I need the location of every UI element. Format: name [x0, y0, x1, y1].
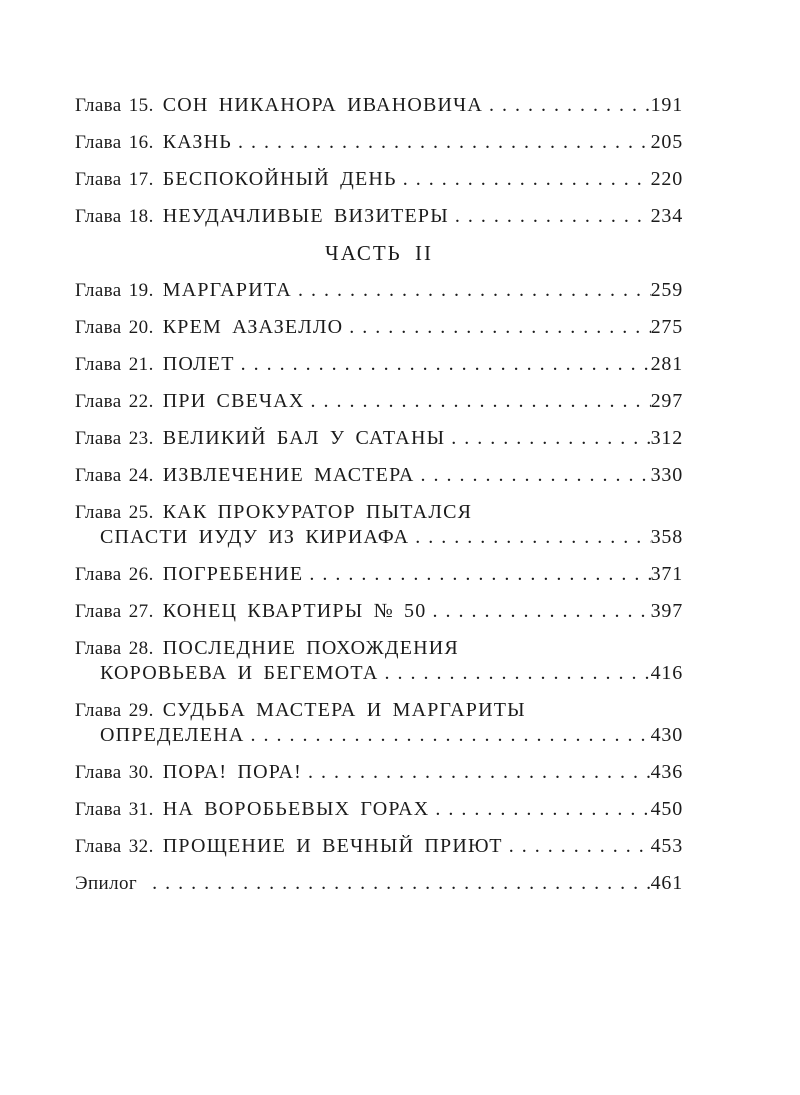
toc-entry [75, 873, 683, 894]
chapter-title: НА ВОРОБЬЕВЫХ ГОРАХ [162, 798, 430, 820]
chapter-title: ПОГРЕБЕНИЕ [162, 563, 304, 585]
book-page [0, 95, 800, 1095]
page-number: 297 [650, 390, 683, 412]
toc-entry-line [75, 564, 683, 585]
table-of-contents [75, 95, 683, 894]
page-number: 330 [650, 464, 683, 486]
chapter-title: БЕСПОКОЙНЫЙ ДЕНЬ [162, 168, 397, 190]
chapter-title: ПРОЩЕНИЕ И ВЕЧНЫЙ ПРИЮТ [162, 835, 503, 857]
dot-leader [245, 725, 651, 746]
toc-entry-line [75, 428, 683, 449]
toc-entry-line [75, 391, 683, 412]
dot-leader [429, 799, 650, 820]
dot-leader [409, 527, 650, 548]
chapter-title: СОН НИКАНОРА ИВАНОВИЧА [162, 94, 484, 116]
chapter-title: НЕУДАЧЛИВЫЕ ВИЗИТЕРЫ [162, 205, 449, 227]
page-number: 281 [650, 353, 683, 375]
chapter-label: Глава 27. [75, 601, 154, 622]
chapter-label: Глава 25. [75, 502, 154, 523]
dot-leader [343, 317, 650, 338]
toc-entry [75, 95, 683, 116]
page-number: 450 [650, 798, 683, 820]
chapter-title: ВЕЛИКИЙ БАЛ У САТАНЫ [162, 427, 446, 449]
dot-leader [426, 601, 650, 622]
page-number: 371 [650, 563, 683, 585]
toc-entry-line [75, 169, 683, 190]
chapter-label: Глава 31. [75, 799, 154, 820]
page-number: 312 [650, 427, 683, 449]
chapter-title: ПОСЛЕДНИЕ ПОХОЖДЕНИЯ [162, 637, 459, 659]
chapter-label: Глава 22. [75, 391, 154, 412]
page-number: 259 [650, 279, 683, 301]
dot-leader [305, 391, 651, 412]
dot-leader [415, 465, 651, 486]
page-number: 397 [650, 600, 683, 622]
chapter-label: Глава 21. [75, 354, 154, 375]
chapter-label: Глава 18. [75, 206, 154, 227]
chapter-title: КАК ПРОКУРАТОР ПЫТАЛСЯ [162, 501, 473, 523]
toc-entry-line [75, 601, 683, 622]
page-number: 275 [650, 316, 683, 338]
chapter-title: ОПРЕДЕЛЕНА [100, 724, 245, 746]
dot-leader [445, 428, 650, 449]
dot-leader [292, 280, 651, 301]
chapter-title: СПАСТИ ИУДУ ИЗ КИРИАФА [100, 526, 410, 548]
toc-entry [75, 836, 683, 857]
dot-leader [503, 836, 651, 857]
dot-leader [378, 663, 650, 684]
dot-leader [146, 873, 651, 894]
chapter-label: Глава 16. [75, 132, 154, 153]
chapter-title: МАРГАРИТА [162, 279, 292, 301]
toc-entry [75, 762, 683, 783]
chapter-label: Глава 32. [75, 836, 154, 857]
toc-entry-line [75, 465, 683, 486]
chapter-label: Глава 15. [75, 95, 154, 116]
page-number: 416 [650, 662, 683, 684]
dot-leader [303, 564, 650, 585]
chapter-title: ПОЛЕТ [162, 353, 235, 375]
page-number: 358 [650, 526, 683, 548]
page-number: 430 [650, 724, 683, 746]
toc-entry-runover-line [75, 663, 683, 684]
chapter-title: КОРОВЬЕВА И БЕГЕМОТА [100, 662, 379, 684]
toc-entry [75, 799, 683, 820]
toc-entry-line [75, 354, 683, 375]
toc-entry [75, 317, 683, 338]
chapter-title: ПОРА! ПОРА! [162, 761, 303, 783]
toc-entry-line [75, 206, 683, 227]
chapter-label: Эпилог [75, 873, 138, 894]
toc-entry [75, 465, 683, 486]
chapter-title: СУДЬБА МАСТЕРА И МАРГАРИТЫ [162, 699, 526, 721]
toc-entry [75, 132, 683, 153]
chapter-label: Глава 23. [75, 428, 154, 449]
chapter-title: КАЗНЬ [162, 131, 232, 153]
toc-entry [75, 700, 683, 746]
chapter-label: Глава 24. [75, 465, 154, 486]
dot-leader [483, 95, 651, 116]
toc-entry [75, 428, 683, 449]
toc-entry [75, 638, 683, 684]
toc-entry [75, 601, 683, 622]
dot-leader [302, 762, 651, 783]
toc-entry-line [75, 762, 683, 783]
toc-entry [75, 169, 683, 190]
dot-leader [449, 206, 651, 227]
toc-entry-line [75, 638, 683, 659]
toc-entry-runover-line [75, 725, 683, 746]
toc-entry-line [75, 317, 683, 338]
toc-entry-runover-line [75, 527, 683, 548]
page-number: 461 [650, 872, 683, 894]
part-heading: ЧАСТЬ II [325, 241, 433, 265]
toc-entry-line [75, 799, 683, 820]
toc-entry-line [75, 132, 683, 153]
page-number: 436 [650, 761, 683, 783]
chapter-label: Глава 28. [75, 638, 154, 659]
toc-entry [75, 354, 683, 375]
chapter-title: ПРИ СВЕЧАХ [162, 390, 305, 412]
chapter-label: Глава 20. [75, 317, 154, 338]
page-number: 234 [650, 205, 683, 227]
chapter-title: ИЗВЛЕЧЕНИЕ МАСТЕРА [162, 464, 415, 486]
toc-entry-line [75, 700, 683, 721]
toc-entry-line [75, 502, 683, 523]
chapter-label: Глава 19. [75, 280, 154, 301]
toc-entry-line [75, 836, 683, 857]
chapter-label: Глава 26. [75, 564, 154, 585]
toc-entry-line [75, 873, 683, 894]
page-number: 220 [650, 168, 683, 190]
toc-entry [75, 391, 683, 412]
chapter-title: КОНЕЦ КВАРТИРЫ № 50 [162, 600, 427, 622]
toc-entry [75, 280, 683, 301]
dot-leader [235, 354, 651, 375]
toc-entry-line [75, 95, 683, 116]
toc-entry [75, 206, 683, 227]
dot-leader [232, 132, 651, 153]
toc-entry [75, 502, 683, 548]
chapter-label: Глава 17. [75, 169, 154, 190]
dot-leader [397, 169, 651, 190]
chapter-title: КРЕМ АЗАЗЕЛЛО [162, 316, 344, 338]
chapter-label: Глава 29. [75, 700, 154, 721]
toc-entry-line [75, 280, 683, 301]
page-number: 191 [650, 94, 683, 116]
page-number: 205 [650, 131, 683, 153]
page-number: 453 [650, 835, 683, 857]
chapter-label: Глава 30. [75, 762, 154, 783]
toc-entry [75, 564, 683, 585]
